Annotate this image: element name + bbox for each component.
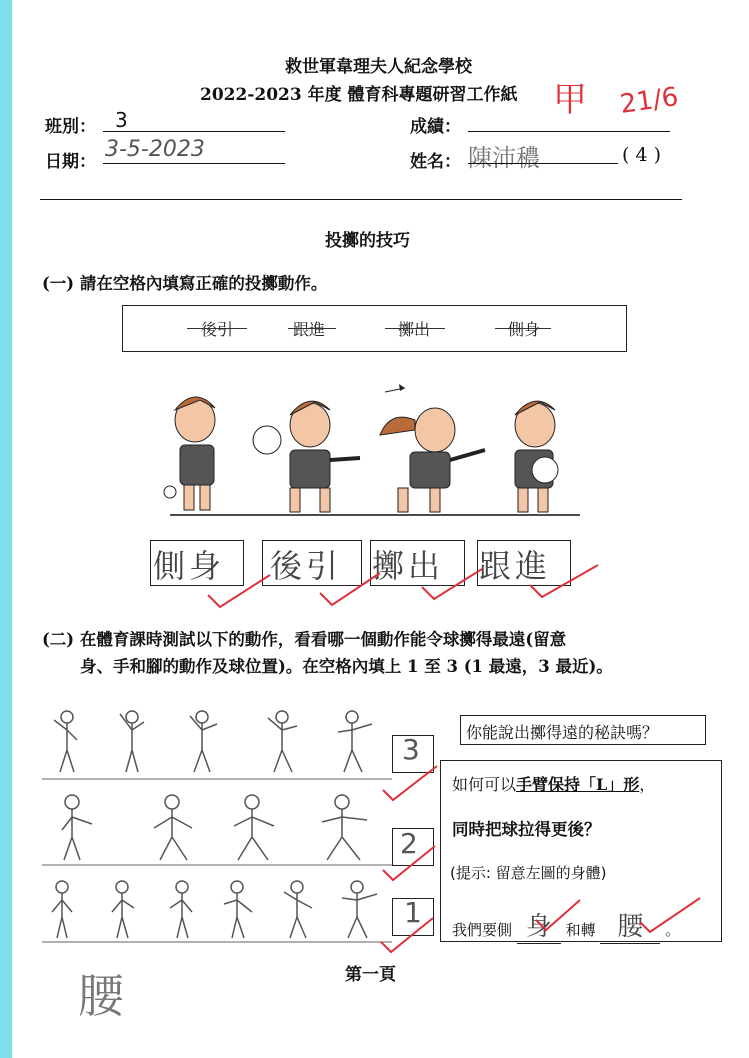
stray-handwriting: 腰: [78, 969, 124, 1023]
tip-line1-start: 如何可以: [452, 775, 517, 794]
score-underline: [468, 131, 670, 132]
page-edge: [0, 0, 12, 1058]
rank-value-row3: 1: [404, 896, 422, 929]
figure-backswing: [253, 401, 360, 512]
rank-value-row1: 3: [402, 733, 420, 766]
score-note: 21/6: [618, 82, 681, 120]
word-bank-item: 擲出: [398, 320, 431, 339]
answer-text-3: 擲出: [372, 547, 445, 585]
class-value: 3: [115, 108, 128, 132]
figure-sideways: [164, 397, 215, 510]
red-check-marks-section1: [200, 555, 620, 615]
word-bank: [122, 305, 627, 352]
fill-answer-1: 身: [517, 906, 561, 944]
date-underline: [103, 163, 285, 164]
tip-line1: [452, 772, 655, 795]
tip-line2: 同時把球拉得更後？: [452, 820, 601, 839]
fill-answer-2: 腰: [600, 906, 660, 944]
answer-text-4: 跟進: [479, 547, 552, 585]
class-label: 班別：: [45, 117, 96, 137]
name-underline: [468, 163, 618, 164]
figure-throw: [380, 384, 485, 512]
answer-text-1: 側身: [153, 547, 226, 585]
fill-prefix: 我們要側: [452, 921, 513, 939]
figure-follow-through: [515, 401, 558, 512]
topic-title: 投擲的技巧: [325, 231, 410, 251]
hint-text: (提示: 留意左圖的身體): [450, 864, 607, 882]
header-divider: [40, 199, 682, 200]
word-bank-item: 跟進: [293, 320, 326, 339]
word-bank-item: 側身: [508, 320, 541, 339]
grade-mark: 甲: [553, 80, 587, 120]
section2-heading-line1: (二) 在體育課時測試以下的動作，看看哪一個動作能令球擲得最遠(留意: [42, 630, 567, 649]
worksheet-subtitle: 2022-2023 年度 體育科專題研習工作紙: [200, 85, 518, 105]
fill-middle: 和轉: [565, 921, 596, 939]
red-check-marks-tips: [530, 890, 720, 940]
date-label: 日期：: [45, 152, 96, 172]
page-number: 第一頁: [345, 965, 396, 985]
student-number: ( 4 ): [622, 144, 661, 166]
rank-value-row2: 2: [400, 827, 418, 860]
answer-text-2: 後引: [270, 547, 343, 585]
tip-line1-emphasis: 手臂保持「L」形: [516, 775, 640, 794]
class-underline: [103, 131, 285, 132]
throwing-comparison-figures: [42, 702, 392, 952]
name-value: 陳沛穠: [468, 144, 540, 172]
word-bank-item: 後引: [201, 320, 234, 339]
date-value: 3-5-2023: [105, 137, 205, 162]
throwing-sequence-illustration: [150, 380, 590, 525]
name-label: 姓名：: [410, 152, 461, 172]
section1-heading: (一) 請在空格內填寫正確的投擲動作。: [42, 274, 328, 293]
school-name: 救世軍韋理夫人紀念學校: [285, 57, 472, 77]
tip-line1-end: ，: [639, 775, 656, 794]
fill-end: 。: [665, 921, 681, 939]
secret-question: 你能說出擲得遠的秘訣嗎？: [466, 723, 659, 742]
score-label: 成績：: [410, 117, 461, 137]
section2-heading-line2: 身、手和腳的動作及球位置)。在空格內填上 1 至 3 (1 最遠，3 最近)。: [80, 657, 613, 676]
